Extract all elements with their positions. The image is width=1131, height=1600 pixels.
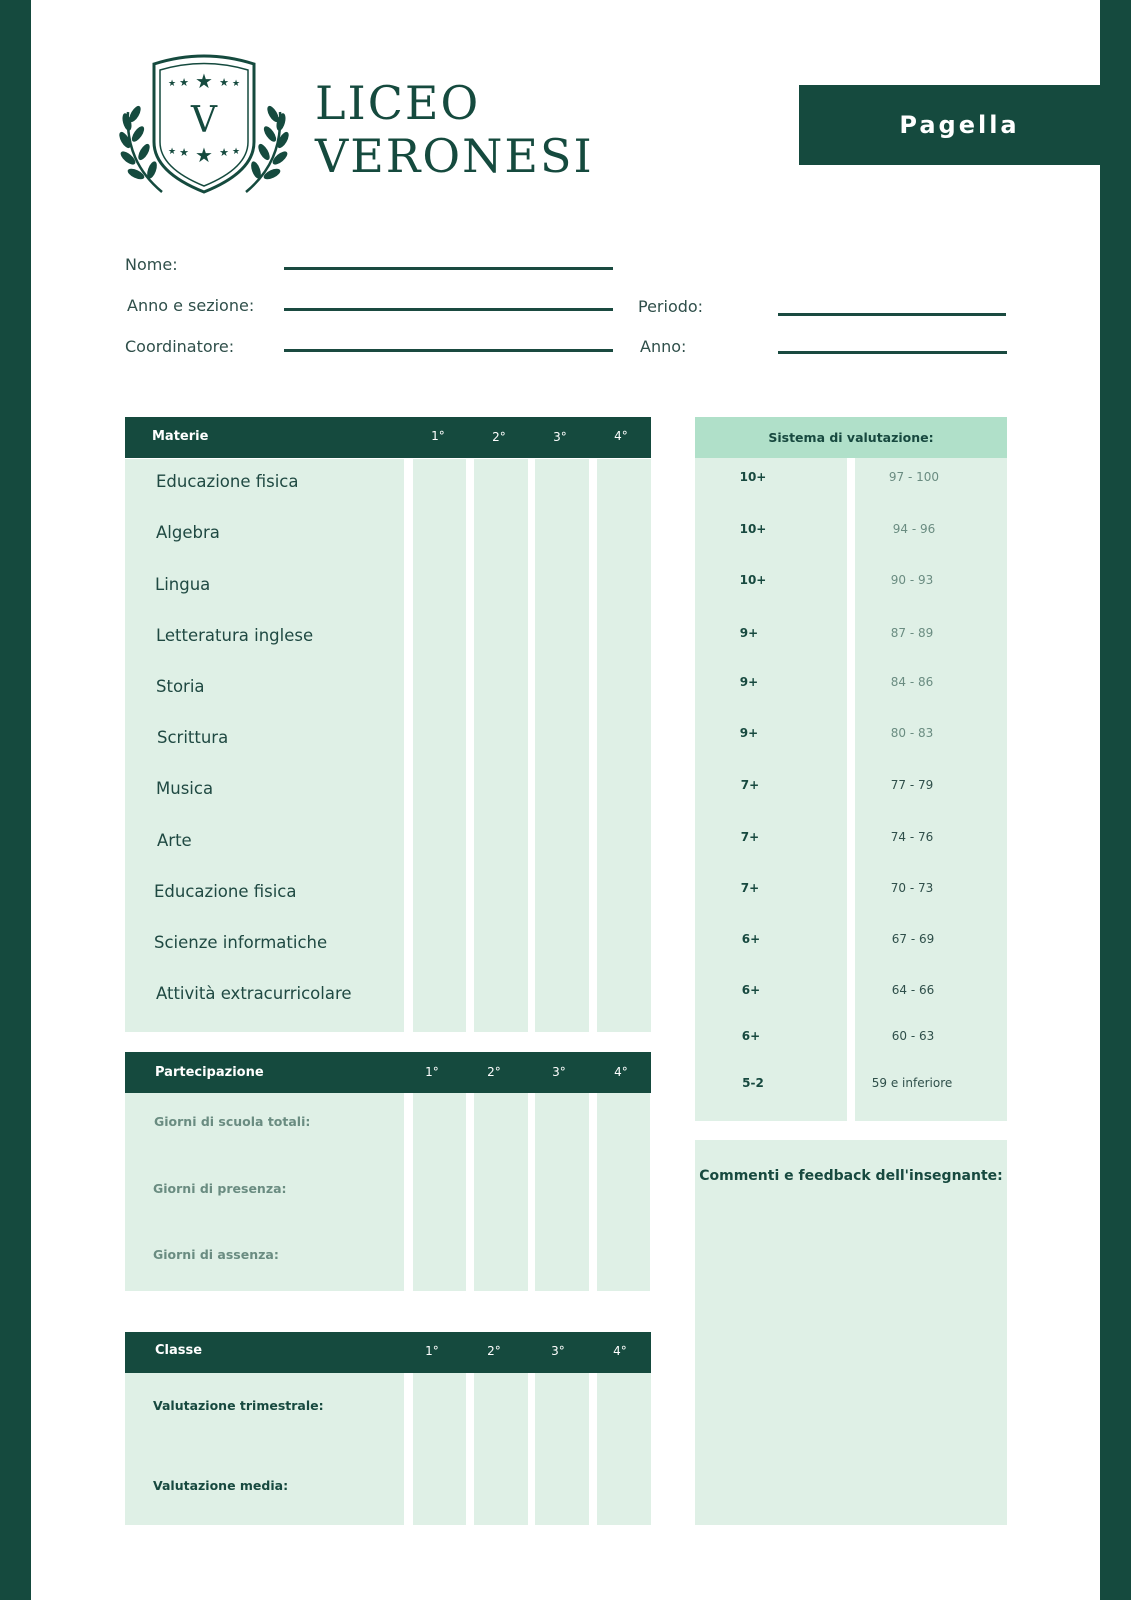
class-label: Anno e sezione: <box>127 296 255 315</box>
svg-text:★: ★ <box>167 79 177 89</box>
grade-range: 67 - 69 <box>891 932 935 946</box>
subject-item: Letteratura inglese <box>156 626 314 645</box>
grade-mark: 10+ <box>739 573 767 587</box>
svg-text:★: ★ <box>179 146 189 159</box>
subject-item: Educazione fisica <box>156 472 299 491</box>
class-field[interactable] <box>284 308 613 311</box>
subjects-term-1: 1° <box>431 429 445 443</box>
grade-mark: 10+ <box>739 522 767 536</box>
subject-item: Musica <box>156 779 214 798</box>
class-label-column <box>125 1373 404 1525</box>
grade-range: 84 - 86 <box>890 675 934 689</box>
school-crest-logo <box>118 52 290 198</box>
svg-text:★: ★ <box>179 76 189 89</box>
svg-text:★: ★ <box>231 79 241 89</box>
subject-item: Storia <box>156 677 205 696</box>
attendance-item: Giorni di scuola totali: <box>154 1114 311 1129</box>
document-title-banner <box>799 85 1100 165</box>
period-field[interactable] <box>778 313 1006 316</box>
grade-range: 77 - 79 <box>890 778 934 792</box>
right-border <box>1100 0 1131 1600</box>
grade-range: 97 - 100 <box>888 470 940 484</box>
class-term-2: 2° <box>487 1344 501 1358</box>
grade-range: 87 - 89 <box>890 626 934 640</box>
teacher-comments-box[interactable] <box>695 1140 1007 1525</box>
year-label: Anno: <box>640 337 687 356</box>
grade-mark: 9+ <box>739 675 759 689</box>
grading-header <box>695 417 1007 458</box>
grade-column-term-3[interactable] <box>535 459 589 1032</box>
name-label: Nome: <box>125 255 178 274</box>
grade-range: 60 - 63 <box>891 1029 935 1043</box>
grade-range: 94 - 96 <box>892 522 936 536</box>
grading-header-label: Sistema di valutazione: <box>768 430 934 445</box>
attendance-column-term-1[interactable] <box>413 1093 466 1291</box>
subjects-header-label: Materie <box>152 429 209 444</box>
class-column-term-4[interactable] <box>597 1373 651 1525</box>
grade-mark: 9+ <box>739 626 759 640</box>
name-field[interactable] <box>284 267 613 270</box>
grade-mark: 7+ <box>740 778 760 792</box>
left-border <box>0 0 31 1600</box>
subject-item: Attività extracurricolare <box>156 984 352 1003</box>
svg-text:★: ★ <box>195 69 213 93</box>
grade-column-term-2[interactable] <box>474 459 528 1032</box>
period-label: Periodo: <box>638 297 704 316</box>
attendance-term-2: 2° <box>487 1065 501 1079</box>
class-term-4: 4° <box>613 1344 627 1358</box>
school-name-line2: VERONESI <box>315 129 594 183</box>
attendance-item: Giorni di presenza: <box>153 1181 287 1196</box>
subject-item: Scrittura <box>157 728 229 747</box>
attendance-item: Giorni di assenza: <box>153 1247 279 1262</box>
svg-text:★: ★ <box>195 143 213 167</box>
grade-mark: 9+ <box>739 726 759 740</box>
attendance-column-term-4[interactable] <box>597 1093 650 1291</box>
class-term-1: 1° <box>425 1344 439 1358</box>
attendance-term-1: 1° <box>425 1065 439 1079</box>
class-term-3: 3° <box>551 1344 565 1358</box>
grade-mark: 5-2 <box>742 1076 764 1090</box>
grade-range: 74 - 76 <box>890 830 934 844</box>
grade-range: 70 - 73 <box>890 881 934 895</box>
class-column-term-2[interactable] <box>474 1373 528 1525</box>
subjects-term-3: 3° <box>553 430 567 444</box>
class-header-label: Classe <box>155 1343 203 1358</box>
grade-mark: 7+ <box>740 830 760 844</box>
attendance-column-term-3[interactable] <box>535 1093 589 1291</box>
subject-item: Algebra <box>156 523 220 542</box>
school-name-line1: LICEO <box>315 76 481 130</box>
subject-item: Lingua <box>155 575 211 594</box>
subject-item: Arte <box>157 831 192 850</box>
svg-text:★: ★ <box>219 146 229 159</box>
year-field[interactable] <box>778 351 1007 354</box>
grade-mark: 10+ <box>739 470 767 484</box>
document-title: Pagella <box>899 111 1020 139</box>
class-column-term-1[interactable] <box>413 1373 466 1525</box>
subject-item: Scienze informatiche <box>154 933 328 952</box>
grade-mark: 6+ <box>741 983 761 997</box>
subject-item: Educazione fisica <box>154 882 297 901</box>
subjects-term-4: 4° <box>614 429 628 443</box>
attendance-header-label: Partecipazione <box>155 1065 264 1080</box>
attendance-term-3: 3° <box>552 1065 566 1079</box>
grade-column-term-4[interactable] <box>597 459 651 1032</box>
grade-range: 59 e inferiore <box>871 1076 953 1090</box>
grade-mark: 6+ <box>741 932 761 946</box>
grade-mark: 7+ <box>740 881 760 895</box>
class-column-term-3[interactable] <box>535 1373 589 1525</box>
svg-text:★: ★ <box>167 147 177 157</box>
grade-mark: 6+ <box>741 1029 761 1043</box>
class-item: Valutazione trimestrale: <box>153 1398 324 1413</box>
attendance-term-4: 4° <box>614 1065 628 1079</box>
grade-range: 90 - 93 <box>890 573 934 587</box>
teacher-comments-label: Commenti e feedback dell'insegnante: <box>699 1168 1003 1184</box>
class-item: Valutazione media: <box>153 1478 289 1493</box>
svg-text:★: ★ <box>231 147 241 157</box>
crest-letter: V <box>191 100 217 141</box>
grade-range: 80 - 83 <box>890 726 934 740</box>
svg-text:★: ★ <box>219 76 229 89</box>
grade-column-term-1[interactable] <box>413 459 466 1032</box>
coordinator-label: Coordinatore: <box>125 337 235 356</box>
grade-range: 64 - 66 <box>891 983 935 997</box>
attendance-column-term-2[interactable] <box>474 1093 528 1291</box>
coordinator-field[interactable] <box>284 349 613 352</box>
subjects-term-2: 2° <box>492 430 506 444</box>
